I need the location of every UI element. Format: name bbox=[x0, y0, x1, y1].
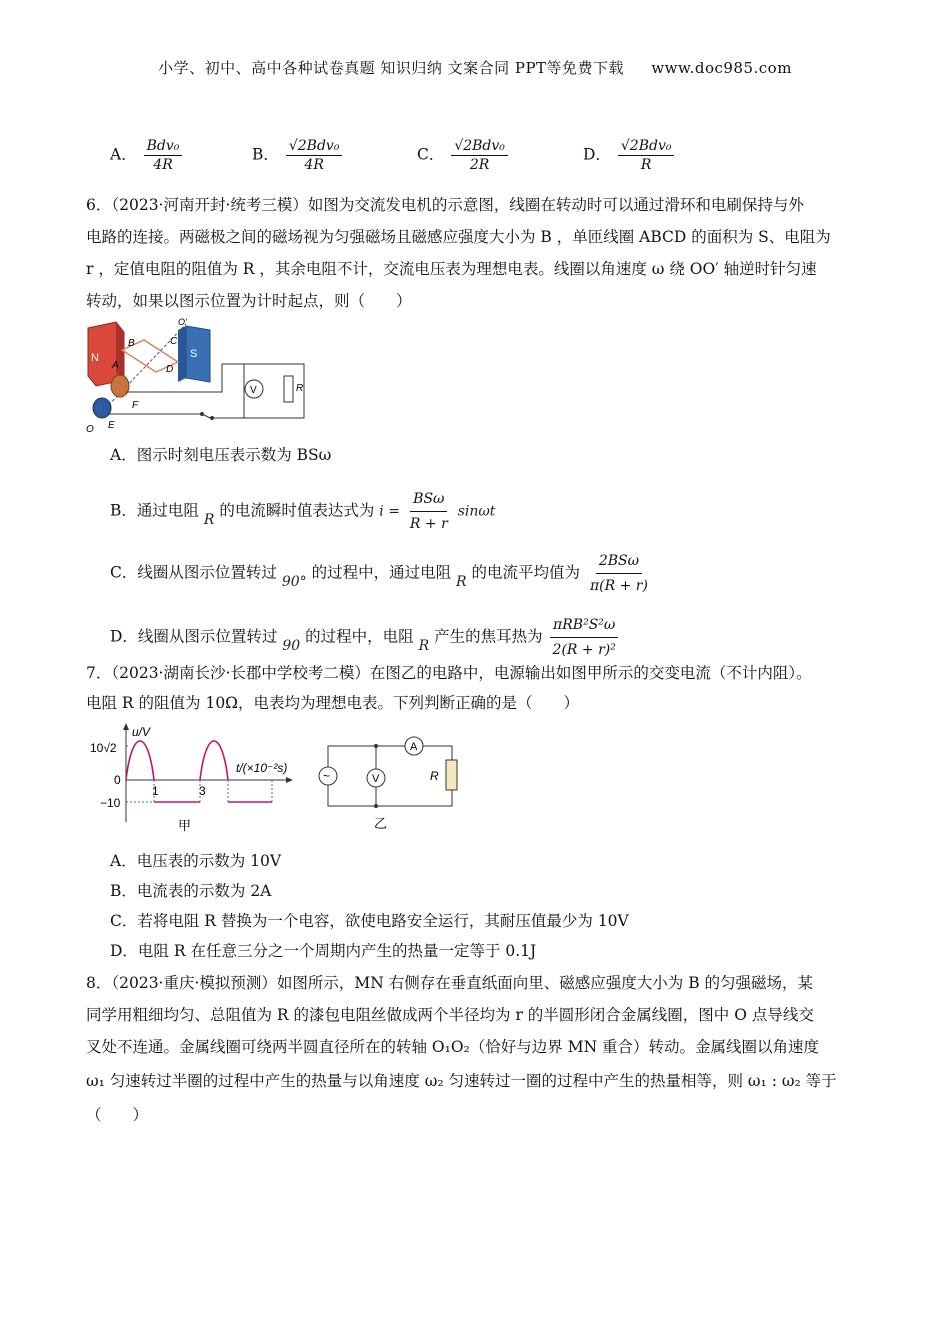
q6-stem-line3: r ，定值电阻的阻值为 R ，其余电阻不计，交流电压表为理想电表。线圈以角速度 ω 绕 OO′ 轴逆时针匀速 bbox=[86, 260, 817, 278]
graph-x-tick-3: 3 bbox=[199, 784, 206, 798]
coil-b-label: B bbox=[128, 338, 135, 349]
s-pole-label: S bbox=[190, 348, 198, 360]
q6-option-a: A．图示时刻电压表示数为 BSω bbox=[110, 446, 332, 464]
q6-option-b: B．通过电阻 R 的电流瞬时值表达式为 i = $\frac{\text{BSω}}{R + r}$ sinωt bbox=[110, 488, 495, 535]
circuit-caption: 乙 bbox=[374, 816, 388, 831]
q5-d-fraction: $\frac{\text{√2Bdv₀}}{R}$ bbox=[618, 138, 675, 173]
q5-option-a: A． $\frac{\text{Bdv₀}}{4R}$ bbox=[110, 138, 184, 173]
q7-stem-line1: 7．（2023·湖南长沙·长郡中学校考二模）在图乙的电路中，电源输出如图甲所示的交变电流（不计内阻）。 bbox=[86, 664, 812, 682]
slip-ring-copper bbox=[111, 375, 129, 397]
positive-half-wave-1 bbox=[126, 741, 154, 780]
q5-c-fraction: $\frac{\text{√2Bdv₀}}{2R}$ bbox=[451, 138, 508, 173]
header-text: 小学、初中、高中各种试卷真题 知识归纳 文案合同 PPT等免费下载 bbox=[158, 59, 625, 77]
q7-circuit-yi bbox=[318, 728, 468, 836]
coil-a-label: A bbox=[112, 360, 119, 371]
graph-caption: 甲 bbox=[178, 818, 192, 833]
q7-option-b: B．电流表的示数为 2A bbox=[110, 882, 272, 900]
positive-half-wave-2 bbox=[200, 741, 228, 780]
circuit-resistor bbox=[446, 760, 457, 790]
q6-stem-line4: 转动，如果以图示位置为计时起点，则（ ） bbox=[86, 292, 412, 310]
q6-option-d: D．线圈从图示位置转过 90 的过程中，电阻 R 产生的焦耳热为 $\frac{\text{πRB²S²ω}}{\text{2(R + r)²}}$ bbox=[110, 614, 621, 661]
coil-d-label: D bbox=[166, 364, 174, 375]
ac-source-symbol: ~ bbox=[323, 769, 331, 783]
q5-option-b: B． $\frac{\text{√2Bdv₀}}{4R}$ bbox=[252, 138, 344, 173]
q7-option-c: C．若将电阻 R 替换为一个电容，欲使电路安全运行，其耐压值最少为 10V bbox=[110, 912, 629, 930]
q7-option-a: A．电压表的示数为 10V bbox=[110, 852, 282, 870]
n-pole-label: N bbox=[91, 352, 99, 364]
graph-y-label: u/V bbox=[132, 725, 151, 739]
graph-y-top-label: 10√2 bbox=[90, 741, 117, 755]
q8-stem-line2: 同学用粗细均匀、总阻值为 R 的漆包电阻丝做成两个半径均为 r 的半圆形闭合金属线圈，图中 O 点导线交 bbox=[86, 1006, 814, 1024]
resistor bbox=[284, 376, 293, 402]
q5-a-fraction: $\frac{\text{Bdv₀}}{4R}$ bbox=[144, 138, 183, 173]
q6-c-fraction: $\frac{\text{2BSω}}{\pi(R + r)}$ bbox=[587, 550, 651, 597]
axis-o2-label: O′ bbox=[178, 317, 187, 327]
graph-y-zero-label: 0 bbox=[114, 773, 121, 787]
circuit-voltmeter-label: V bbox=[372, 773, 380, 785]
q8-stem-line1: 8．（2023·重庆·模拟预测）如图所示，MN 右侧存在垂直纸面向里、磁感应强度大小为 B 的匀强磁场，某 bbox=[86, 974, 814, 992]
q6-generator-figure bbox=[82, 316, 322, 436]
q7-option-d: D．电阻 R 在任意三分之一个周期内产生的热量一定等于 0.1J bbox=[110, 942, 537, 960]
q6-b-fraction: $\frac{\text{BSω}}{R + r}$ bbox=[407, 488, 451, 535]
coil-c-label: C bbox=[170, 336, 178, 347]
q6-stem-line2: 电路的连接。两磁极之间的磁场视为匀强磁场且磁感应强度大小为 B ，单匝线圈 ABCD 的面积为 S、电阻为 bbox=[86, 228, 831, 246]
graph-y-bottom-label: −10 bbox=[100, 796, 121, 810]
voltmeter-label: V bbox=[250, 385, 257, 396]
circuit-ammeter-label: A bbox=[410, 741, 418, 753]
resistor-label: R bbox=[296, 383, 304, 394]
graph-x-tick-1: 1 bbox=[152, 784, 159, 798]
axis-o-label: O bbox=[86, 424, 94, 435]
q7-stem-line2: 电阻 R 的阻值为 10Ω，电表均为理想电表。下列判断正确的是（ ） bbox=[86, 694, 580, 712]
page-header bbox=[0, 57, 950, 78]
graph-x-label: t/(×10⁻²s) bbox=[236, 761, 288, 775]
q5-option-c: C． $\frac{\text{√2Bdv₀}}{2R}$ bbox=[417, 138, 510, 173]
brush-f-label: F bbox=[132, 400, 139, 411]
slip-ring-blue bbox=[93, 398, 111, 418]
q8-stem-line4: ω₁ 匀速转过半圈的过程中产生的热量与以角速度 ω₂ 匀速转过一圈的过程中产生的热量相等，则 ω₁ : ω₂ 等于 bbox=[86, 1072, 837, 1090]
q6-stem-line1: 6．（2023·河南开封·统考三模）如图为交流发电机的示意图，线圈在转动时可以通过滑环和电刷保持与外 bbox=[86, 196, 804, 214]
q5-option-d: D． $\frac{\text{√2Bdv₀}}{R}$ bbox=[583, 138, 676, 173]
header-url[interactable]: www.doc985.com bbox=[651, 59, 792, 77]
q6-option-c: C．线圈从图示位置转过 90° 的过程中，通过电阻 R 的电流平均值为 $\frac{\text{2BSω}}{\pi(R + r)}$ bbox=[110, 550, 653, 597]
q7-graph-jia bbox=[86, 722, 316, 834]
q8-stem-line5: （ ） bbox=[86, 1106, 149, 1124]
circuit-resistor-label: R bbox=[430, 769, 439, 783]
brush-e-label: E bbox=[108, 420, 115, 431]
wire-top bbox=[126, 364, 304, 418]
q6-d-fraction: $\frac{\text{πRB²S²ω}}{\text{2(R + r)²}}$ bbox=[550, 614, 619, 661]
q8-stem-line3: 叉处不连通。金属线圈可绕两半圆直径所在的转轴 O₁O₂（恰好与边界 MN 重合）转动。金属线圈以角速度 bbox=[86, 1038, 820, 1056]
q5-b-fraction: $\frac{\text{√2Bdv₀}}{4R}$ bbox=[286, 138, 343, 173]
